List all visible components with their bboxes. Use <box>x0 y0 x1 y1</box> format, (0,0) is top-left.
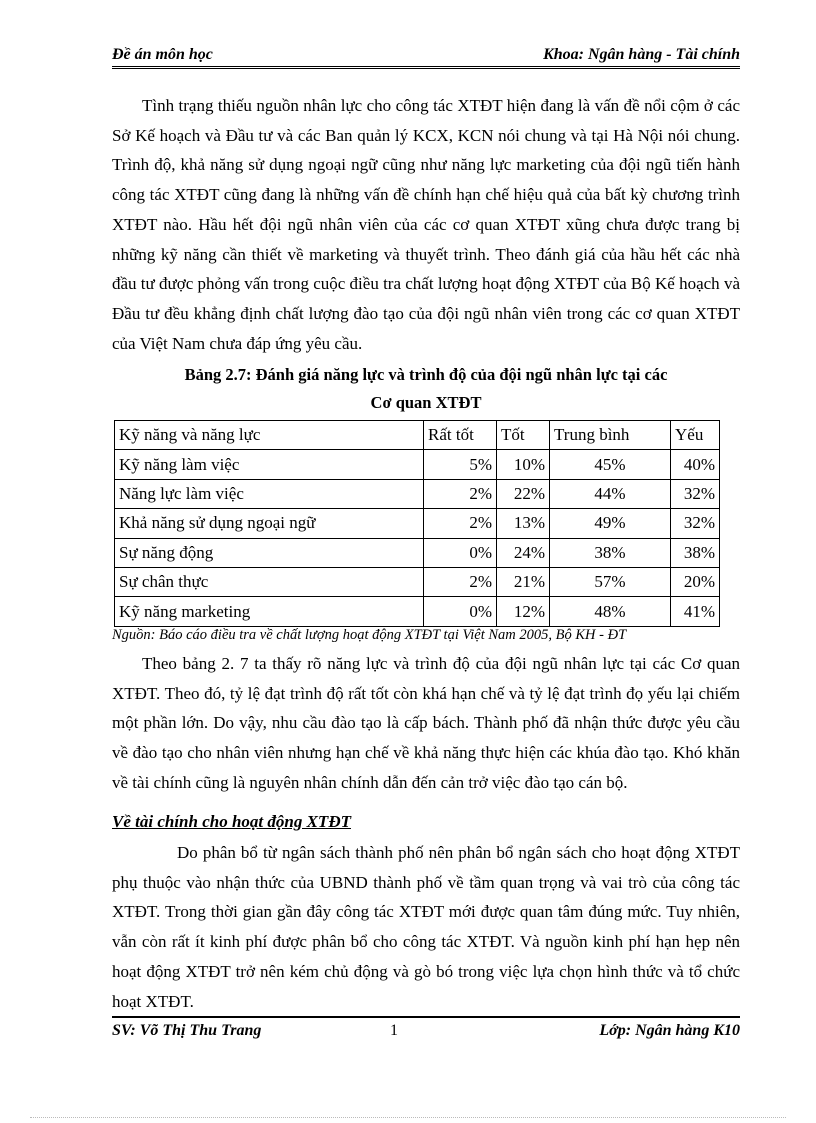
table-row <box>115 538 720 567</box>
page-footer <box>112 1016 740 1040</box>
cell-value: 12% <box>497 597 550 626</box>
cell-skill: Khả năng sử dụng ngoại ngữ <box>115 509 424 538</box>
cell-value: 44% <box>550 479 671 508</box>
cell-value: 57% <box>550 567 671 596</box>
page-header <box>112 44 740 69</box>
cell-value: 32% <box>671 479 720 508</box>
table-caption-line1: Bảng 2.7: Đánh giá năng lực và trình độ của đội ngũ nhân lực tại các <box>184 365 668 384</box>
cell-value: 2% <box>424 479 497 508</box>
page-bottom-divider <box>30 1117 786 1118</box>
section-heading-finance: Về tài chính cho hoạt động XTĐT <box>112 812 351 831</box>
table-row <box>115 450 720 479</box>
cell-value: 13% <box>497 509 550 538</box>
cell-skill: Sự chân thực <box>115 567 424 596</box>
cell-value: 24% <box>497 538 550 567</box>
table-row <box>115 509 720 538</box>
cell-value: 38% <box>550 538 671 567</box>
footer-page-number: 1 <box>390 1022 398 1039</box>
cell-value: 45% <box>550 450 671 479</box>
table-header-row <box>115 421 720 450</box>
header-cell-average: Trung bình <box>550 421 671 450</box>
paragraph-finance: Do phân bổ từ ngân sách thành phố nên phân bổ ngân sách cho hoạt động XTĐT phụ thuộc vào nhận thức của UBND thành phố về tầm quan trọng và vai trò của công tác XTĐT. Trong thời gian gần đây công tác XTĐT mới được quan tâm đúng mức. Tuy nhiên, vẫn còn rất ít kinh phí được phân bổ cho công tác XTĐT. Và nguồn kinh phí hạn hẹp nên hoạt động XTĐT trở nên kém chủ động và gò bó trong việc lựa chọn hình thức và tổ chức hoạt XTĐT. <box>112 843 740 1011</box>
cell-value: 5% <box>424 450 497 479</box>
table-caption-line2: Cơ quan XTĐT <box>370 393 482 412</box>
cell-value: 2% <box>424 509 497 538</box>
cell-skill: Kỹ năng làm việc <box>115 450 424 479</box>
header-course-title: Đề án môn học <box>112 46 213 63</box>
cell-value: 0% <box>424 538 497 567</box>
cell-value: 49% <box>550 509 671 538</box>
cell-value: 41% <box>671 597 720 626</box>
header-cell-skill: Kỹ năng và năng lực <box>115 421 424 450</box>
skills-table <box>114 420 720 627</box>
cell-skill: Năng lực làm việc <box>115 479 424 508</box>
footer-student-name: SV: Võ Thị Thu Trang <box>112 1022 262 1039</box>
cell-value: 10% <box>497 450 550 479</box>
header-cell-excellent: Rất tốt <box>424 421 497 450</box>
cell-value: 21% <box>497 567 550 596</box>
table-row <box>115 567 720 596</box>
cell-value: 40% <box>671 450 720 479</box>
cell-skill: Kỹ năng marketing <box>115 597 424 626</box>
footer-class: Lớp: Ngân hàng K10 <box>599 1022 740 1039</box>
cell-value: 22% <box>497 479 550 508</box>
cell-value: 2% <box>424 567 497 596</box>
header-cell-weak: Yếu <box>671 421 720 450</box>
table-row <box>115 479 720 508</box>
cell-value: 0% <box>424 597 497 626</box>
cell-value: 48% <box>550 597 671 626</box>
cell-value: 38% <box>671 538 720 567</box>
header-faculty: Khoa: Ngân hàng - Tài chính <box>543 46 740 63</box>
paragraph-table-analysis: Theo bảng 2. 7 ta thấy rõ năng lực và trình độ của đội ngũ nhân lực tại các Cơ quan XTĐT. Theo đó, tỷ lệ đạt trình độ rất tốt còn khá hạn chế và tỷ lệ đạt trình đọ yếu lại chiếm một phần lớn. Do vậy, nhu cầu đào tạo là cấp bách. Thành phố đã nhận thức được yêu cầu về đào tạo cho nhân viên nhưng hạn chế về khả năng thực hiện các khúa đào tạo. Khó khăn về tài chính cũng là nguyên nhân chính dẫn đến cản trở việc đào tạo cán bộ. <box>112 654 740 792</box>
table-row <box>115 597 720 626</box>
paragraph-staffing: Tình trạng thiếu nguồn nhân lực cho công tác XTĐT hiện đang là vấn đề nổi cộm ở các Sở Kế hoạch và Đầu tư và các Ban quản lý KCX, KCN nói chung và tại Hà Nội nói chung. Trình độ, khả năng sử dụng ngoại ngữ cũng như năng lực marketing của đội ngũ tiến hành công tác XTĐT cũng đang là những vấn đề chính hạn chế hiệu quả của bất kỳ chương trình XTĐT nào. Hầu hết đội ngũ nhân viên của các cơ quan XTĐT xũng chưa được trang bị những kỹ năng cần thiết về marketing và thuyết trình. Theo đánh giá của hầu hết các nhà đầu tư được phỏng vấn trong cuộc điều tra chất lượng hoạt động XTĐT của Bộ Kế hoạch và Đầu tư đều khẳng định chất lượng đào tạo của đội ngũ nhân viên trong các cơ quan XTĐT của Việt Nam chưa đáp ứng yêu cầu. <box>112 96 740 353</box>
cell-skill: Sự năng động <box>115 538 424 567</box>
table-source-note: Nguồn: Báo cáo điều tra về chất lượng hoạt động XTĐT tại Việt Nam 2005, Bộ KH - ĐT <box>112 627 627 643</box>
cell-value: 20% <box>671 567 720 596</box>
header-cell-good: Tốt <box>497 421 550 450</box>
cell-value: 32% <box>671 509 720 538</box>
